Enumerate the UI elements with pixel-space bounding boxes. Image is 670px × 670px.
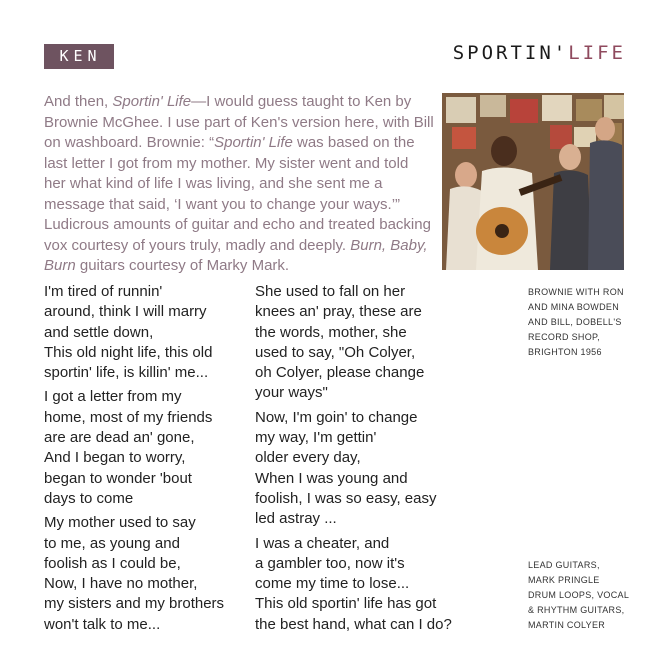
lyric-line: the best hand, what can I do? bbox=[255, 615, 452, 633]
photo-caption-line: AND MINA BOWDEN bbox=[528, 302, 620, 312]
photo-caption-line: BROWNIE WITH RON bbox=[528, 287, 624, 297]
credits-line: DRUM LOOPS, VOCAL bbox=[528, 590, 630, 600]
credits-line: & RHYTHM GUITARS, bbox=[528, 605, 625, 615]
lyric-line: used to say, "Oh Colyer, bbox=[255, 343, 416, 361]
photo-brownie-mcghee bbox=[442, 93, 624, 270]
intro-text-2: —I would guess taught to Ken by Brownie McGhee. I use part of Ken's version here, with Bill on washboard. Brownie: “ bbox=[44, 93, 434, 151]
ken-badge: KEN bbox=[44, 44, 114, 69]
credits bbox=[528, 558, 629, 633]
lyric-line: I was a cheater, and bbox=[255, 534, 390, 552]
lyric-line: oh Colyer, please change bbox=[255, 364, 425, 382]
lyrics-stanza bbox=[44, 387, 224, 509]
photo-illustration bbox=[442, 93, 624, 270]
credits-line: MARK PRINGLE bbox=[528, 575, 600, 585]
lyric-line: older every day, bbox=[255, 449, 361, 467]
intro-paragraph bbox=[44, 92, 434, 277]
lyrics-stanza bbox=[255, 282, 452, 404]
lyric-line: days to come bbox=[44, 489, 134, 507]
lyric-line: a gambler too, now it's bbox=[255, 554, 405, 572]
lyric-line: began to wonder 'bout bbox=[44, 469, 192, 487]
lyric-line: She used to fall on her bbox=[255, 283, 406, 300]
intro-title-1: Sportin' Life bbox=[112, 93, 192, 110]
intro-text-4: guitars courtesy of Marky Mark. bbox=[75, 257, 290, 274]
photo-caption-line: AND BILL, DOBELL'S bbox=[528, 317, 622, 327]
lyric-line: around, think I will marry bbox=[44, 303, 207, 321]
photo-caption bbox=[528, 285, 624, 360]
lyrics-stanza bbox=[255, 408, 452, 530]
lyric-line: And I began to worry, bbox=[44, 449, 186, 467]
lyrics-stanza bbox=[255, 534, 452, 635]
intro-title-2: Sportin' Life bbox=[214, 134, 293, 151]
lyric-line: This old night life, this old bbox=[44, 343, 213, 361]
lyric-line: won't talk to me... bbox=[44, 615, 161, 633]
lyric-line: foolish, I was so easy, easy bbox=[255, 489, 437, 507]
title-accent: LIFE bbox=[568, 42, 626, 64]
lyric-line: your ways" bbox=[255, 384, 328, 402]
intro-title-3: Burn, Baby, Burn bbox=[44, 236, 428, 274]
lyric-line: led astray ... bbox=[255, 510, 337, 528]
lyric-line: Now, I'm goin' to change bbox=[255, 408, 418, 426]
lyric-line: knees an' pray, these are bbox=[255, 303, 422, 321]
lyric-line: to me, as young and bbox=[44, 534, 180, 552]
lyric-line: come my time to lose... bbox=[255, 575, 410, 593]
lyric-line: I'm tired of runnin' bbox=[44, 283, 163, 300]
lyric-line: and settle down, bbox=[44, 323, 154, 341]
lyric-line: foolish as I could be, bbox=[44, 554, 181, 572]
lyric-line: home, most of my friends bbox=[44, 408, 213, 426]
lyric-line: When I was young and bbox=[255, 469, 408, 487]
lyric-line: This old sportin' life has got bbox=[255, 595, 437, 613]
lyric-line: the words, mother, she bbox=[255, 323, 407, 341]
lyric-line: my way, I'm gettin' bbox=[255, 429, 377, 447]
lyric-line: sportin' life, is killin' me... bbox=[44, 364, 209, 382]
intro-text-1: And then, bbox=[44, 93, 113, 110]
lyric-line: Now, I have no mother, bbox=[44, 575, 198, 593]
lyric-line: I got a letter from my bbox=[44, 388, 182, 406]
photo-caption-line: BRIGHTON 1956 bbox=[528, 347, 602, 357]
lyric-line: my sisters and my brothers bbox=[44, 595, 225, 613]
credits-line: LEAD GUITARS, bbox=[528, 560, 600, 570]
page-title bbox=[453, 42, 626, 64]
lyrics-stanza bbox=[44, 282, 224, 383]
lyrics-column-left bbox=[44, 282, 224, 639]
photo-caption-line: RECORD SHOP, bbox=[528, 332, 600, 342]
lyric-line: are are dead an' gone, bbox=[44, 429, 195, 447]
lyrics-column-right bbox=[255, 282, 452, 639]
lyrics-stanza bbox=[44, 513, 224, 635]
credits-line: MARTIN COLYER bbox=[528, 620, 606, 630]
lyric-line: My mother used to say bbox=[44, 514, 196, 532]
intro-text-3: was based on the last letter I got from my mother. My sister went and told her what kind of life I was living, and she sent me a message that said, ‘I want you to change your ways.’” Ludicrous amounts of guitar and echo and treated backing vox courtesy of yours truly, madly and deeply. bbox=[44, 134, 431, 254]
title-main: SPORTIN' bbox=[452, 42, 569, 64]
